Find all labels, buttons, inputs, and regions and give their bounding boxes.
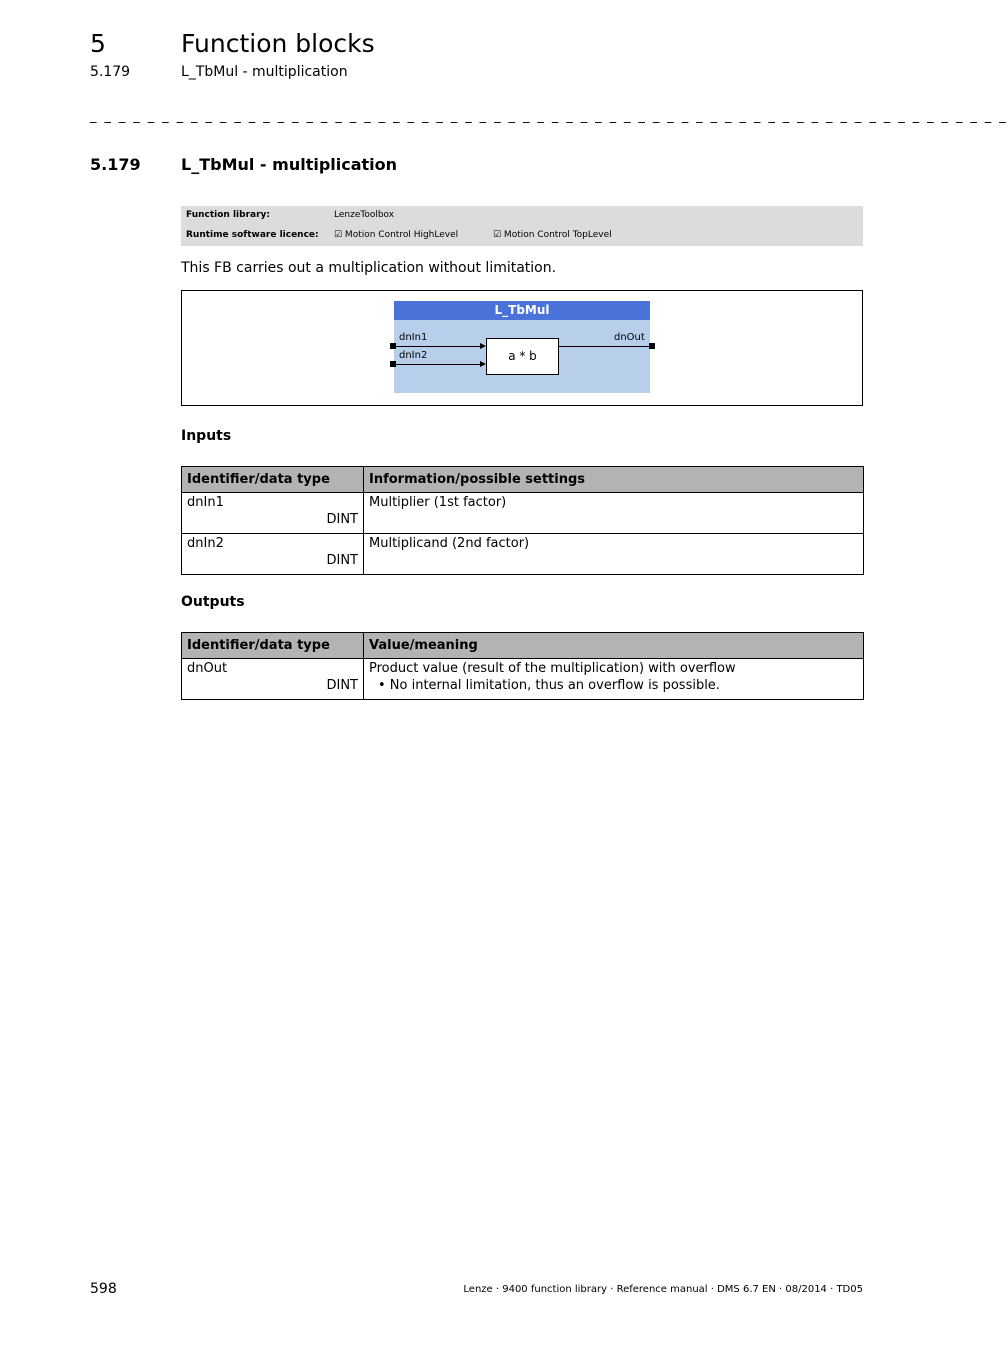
input-label-dnin2: dnIn2 xyxy=(399,350,428,361)
output-pin-dnout xyxy=(649,343,655,349)
licence-toplevel: ☑ Motion Control TopLevel xyxy=(493,230,612,240)
info-bullet: • No internal limitation, thus an overflow is possible. xyxy=(378,678,720,693)
function-block-title: L_TbMul xyxy=(394,301,650,320)
identifier-cell xyxy=(182,659,364,700)
library-value: LenzeToolbox xyxy=(334,210,395,220)
inputs-table xyxy=(181,466,864,575)
intro-text: This FB carries out a multiplication without limitation. xyxy=(181,260,557,276)
licence-label: Runtime software licence: xyxy=(186,230,319,240)
info-text: Product value (result of the multiplication) with overflow xyxy=(369,661,736,676)
inputs-heading: Inputs xyxy=(181,428,232,444)
identifier-cell xyxy=(182,493,364,534)
column-header: Identifier/data type xyxy=(182,467,364,493)
info-cell xyxy=(364,659,864,700)
info-cell: Multiplier (1st factor) xyxy=(364,493,864,534)
column-header: Identifier/data type xyxy=(182,633,364,659)
table-header-row xyxy=(182,633,864,659)
chapter-title: Function blocks xyxy=(181,29,375,58)
operation-box: a * b xyxy=(486,338,559,375)
column-header: Information/possible settings xyxy=(364,467,864,493)
info-cell: Multiplicand (2nd factor) xyxy=(364,534,864,575)
licence-highlevel: ☑ Motion Control HighLevel xyxy=(334,230,459,240)
outputs-heading: Outputs xyxy=(181,594,245,610)
table-row xyxy=(182,659,864,700)
section-number: 5.179 xyxy=(90,155,141,174)
table-row xyxy=(182,534,864,575)
header-section-title: L_TbMul - multiplication xyxy=(181,64,348,80)
table-row xyxy=(182,493,864,534)
section-title: L_TbMul - multiplication xyxy=(181,155,398,174)
header-dashed-rule: _ _ _ _ _ _ _ _ _ _ _ _ _ _ _ _ _ _ _ _ _ _ _ _ _ _ _ _ _ _ _ _ _ _ _ _ _ _ _ _ _ _ _ _ _ _ _ _ _ _ _ _ _ _ _ _ _ _ _ _ _ _ _ _ xyxy=(90,109,1008,124)
output-label-dnout: dnOut xyxy=(614,332,645,343)
licence-box xyxy=(181,206,863,246)
column-header: Value/meaning xyxy=(364,633,864,659)
footer-text: Lenze · 9400 function library · Reference manual · DMS 6.7 EN · 08/2014 · TD05 xyxy=(463,1284,863,1295)
identifier-cell xyxy=(182,534,364,575)
page-number: 598 xyxy=(90,1281,117,1297)
identifier: dnIn1 xyxy=(187,495,224,510)
identifier: dnIn2 xyxy=(187,536,224,551)
wire-dnin2 xyxy=(396,364,480,365)
header-section-number: 5.179 xyxy=(90,64,131,80)
input-label-dnin1: dnIn1 xyxy=(399,332,428,343)
chapter-number: 5 xyxy=(90,29,106,58)
wire-dnin1 xyxy=(396,346,480,347)
outputs-table xyxy=(181,632,864,700)
table-header-row xyxy=(182,467,864,493)
library-label: Function library: xyxy=(186,210,270,220)
data-type: DINT xyxy=(326,512,358,527)
data-type: DINT xyxy=(326,678,358,693)
wire-dnout xyxy=(559,346,649,347)
identifier: dnOut xyxy=(187,661,228,676)
data-type: DINT xyxy=(326,553,358,568)
